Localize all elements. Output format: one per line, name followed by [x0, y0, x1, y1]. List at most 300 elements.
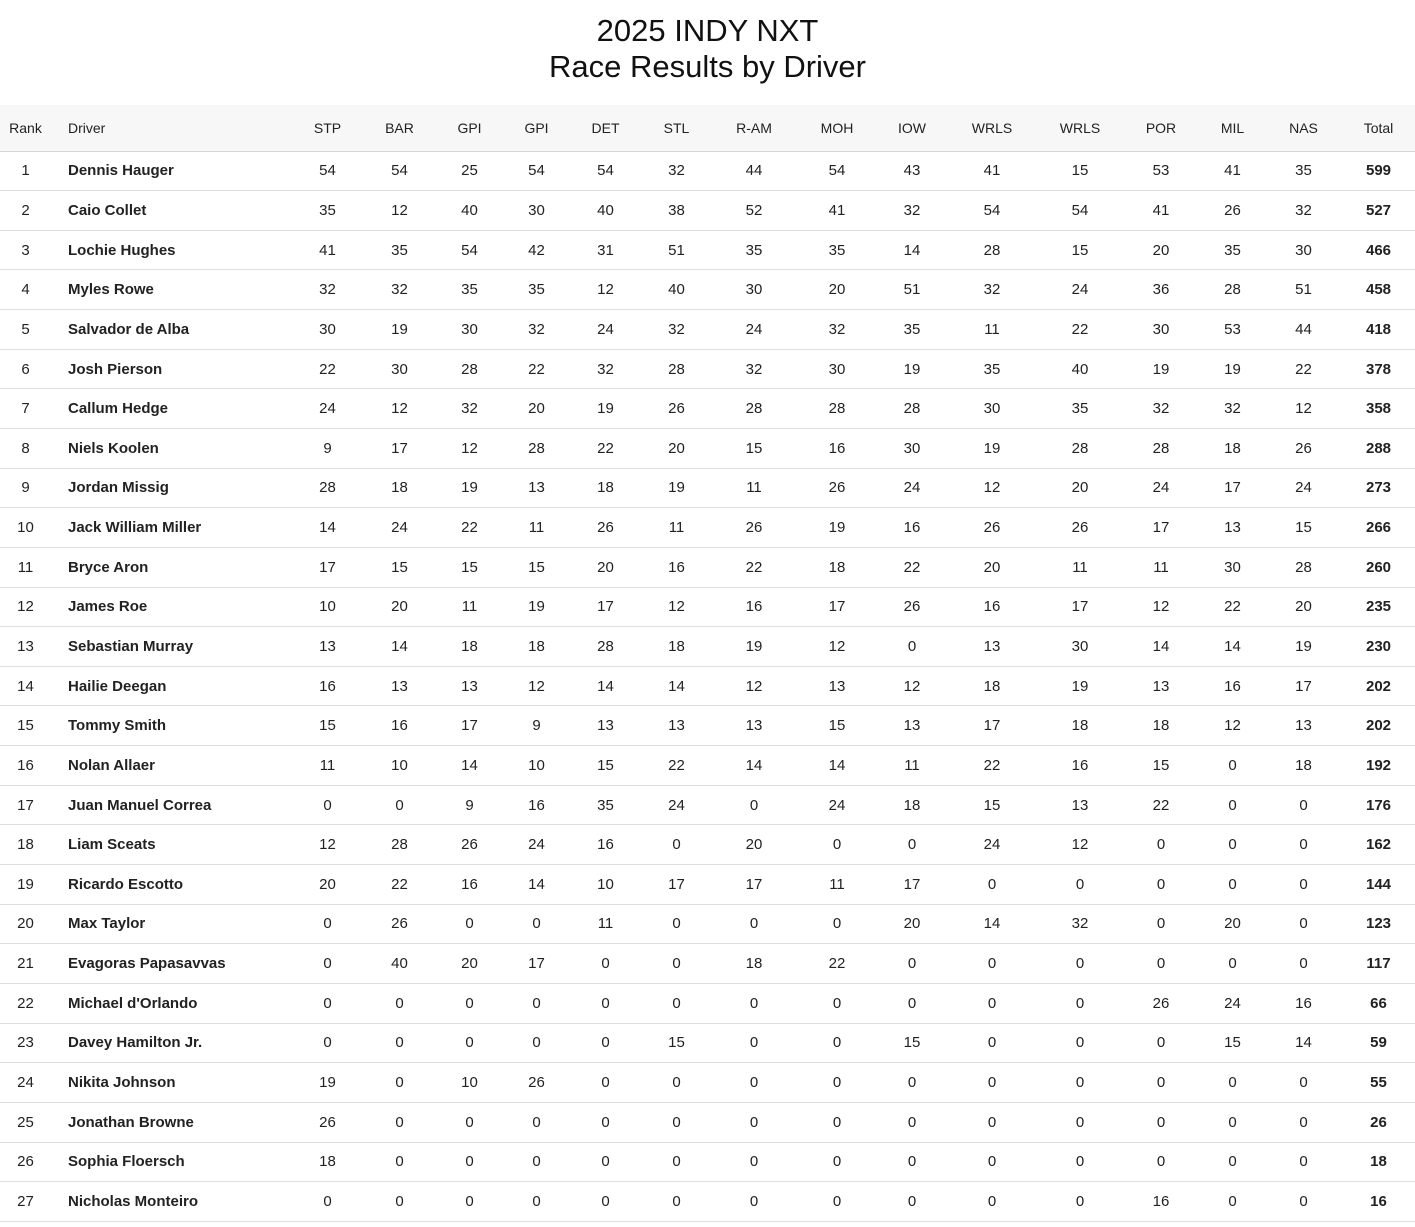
- race-points-cell: 12: [712, 666, 796, 706]
- table-row: [0, 746, 1415, 786]
- race-points-cell: 0: [878, 1142, 946, 1182]
- race-points-cell: 35: [878, 310, 946, 350]
- race-points-cell: 13: [292, 627, 363, 667]
- table-row: [0, 627, 1415, 667]
- race-points-cell: 54: [570, 151, 641, 191]
- race-points-cell: 26: [1122, 983, 1200, 1023]
- race-points-cell: 54: [1038, 191, 1122, 231]
- race-points-cell: 13: [1038, 785, 1122, 825]
- driver-name-cell: Nolan Allaer: [51, 746, 292, 786]
- total-points-cell: 230: [1342, 627, 1415, 667]
- total-points-cell: 55: [1342, 1063, 1415, 1103]
- race-points-cell: 0: [1265, 825, 1342, 865]
- race-points-cell: 35: [1265, 151, 1342, 191]
- column-header: Rank: [0, 105, 51, 151]
- race-points-cell: 0: [1038, 1063, 1122, 1103]
- race-points-cell: 24: [1038, 270, 1122, 310]
- race-points-cell: 12: [503, 666, 570, 706]
- race-points-cell: 17: [503, 944, 570, 984]
- race-points-cell: 32: [878, 191, 946, 231]
- race-points-cell: 0: [1265, 944, 1342, 984]
- race-points-cell: 12: [946, 468, 1038, 508]
- rank-cell: 4: [0, 270, 51, 310]
- race-points-cell: 15: [878, 1023, 946, 1063]
- driver-name-cell: Niels Koolen: [51, 428, 292, 468]
- race-points-cell: 0: [1265, 865, 1342, 905]
- race-points-cell: 15: [1038, 230, 1122, 270]
- race-points-cell: 32: [1122, 389, 1200, 429]
- race-points-cell: 0: [1038, 865, 1122, 905]
- rank-cell: 21: [0, 944, 51, 984]
- total-points-cell: 599: [1342, 151, 1415, 191]
- race-points-cell: 28: [946, 230, 1038, 270]
- driver-name-cell: Nicholas Monteiro: [51, 1182, 292, 1222]
- race-points-cell: 0: [570, 983, 641, 1023]
- race-points-cell: 20: [436, 944, 503, 984]
- race-points-cell: 15: [1265, 508, 1342, 548]
- race-points-cell: 30: [878, 428, 946, 468]
- race-points-cell: 0: [1038, 1023, 1122, 1063]
- race-points-cell: 17: [1038, 587, 1122, 627]
- race-points-cell: 35: [570, 785, 641, 825]
- race-points-cell: 14: [570, 666, 641, 706]
- total-points-cell: 527: [1342, 191, 1415, 231]
- race-points-cell: 44: [712, 151, 796, 191]
- race-points-cell: 16: [946, 587, 1038, 627]
- race-points-cell: 35: [1200, 230, 1265, 270]
- race-points-cell: 22: [292, 349, 363, 389]
- total-points-cell: 202: [1342, 666, 1415, 706]
- race-points-cell: 0: [1122, 1142, 1200, 1182]
- race-points-cell: 19: [503, 587, 570, 627]
- race-points-cell: 32: [1265, 191, 1342, 231]
- race-points-cell: 26: [1265, 428, 1342, 468]
- race-points-cell: 0: [1122, 904, 1200, 944]
- race-points-cell: 20: [503, 389, 570, 429]
- race-points-cell: 19: [878, 349, 946, 389]
- race-points-cell: 24: [292, 389, 363, 429]
- race-points-cell: 18: [1265, 746, 1342, 786]
- race-points-cell: 0: [796, 1063, 878, 1103]
- race-points-cell: 16: [292, 666, 363, 706]
- race-points-cell: 0: [796, 1142, 878, 1182]
- table-row: [0, 1023, 1415, 1063]
- race-points-cell: 20: [641, 428, 712, 468]
- race-points-cell: 0: [712, 1023, 796, 1063]
- race-points-cell: 28: [641, 349, 712, 389]
- race-points-cell: 9: [503, 706, 570, 746]
- race-points-cell: 18: [570, 468, 641, 508]
- race-points-cell: 11: [292, 746, 363, 786]
- table-row: [0, 230, 1415, 270]
- column-header: WRLS: [1038, 105, 1122, 151]
- results-table: [0, 105, 1415, 1222]
- race-points-cell: 20: [1200, 904, 1265, 944]
- race-points-cell: 12: [436, 428, 503, 468]
- race-points-cell: 53: [1122, 151, 1200, 191]
- race-points-cell: 0: [712, 1182, 796, 1222]
- race-points-cell: 0: [1200, 746, 1265, 786]
- race-points-cell: 19: [1122, 349, 1200, 389]
- total-points-cell: 418: [1342, 310, 1415, 350]
- race-points-cell: 0: [1038, 1102, 1122, 1142]
- race-points-cell: 0: [641, 1102, 712, 1142]
- race-points-cell: 0: [1122, 1102, 1200, 1142]
- total-points-cell: 18: [1342, 1142, 1415, 1182]
- driver-name-cell: Sebastian Murray: [51, 627, 292, 667]
- race-points-cell: 0: [1200, 1182, 1265, 1222]
- race-points-cell: 32: [436, 389, 503, 429]
- race-points-cell: 22: [570, 428, 641, 468]
- race-points-cell: 0: [436, 983, 503, 1023]
- race-points-cell: 20: [570, 547, 641, 587]
- race-points-cell: 19: [946, 428, 1038, 468]
- race-points-cell: 32: [292, 270, 363, 310]
- race-points-cell: 0: [878, 825, 946, 865]
- driver-name-cell: Callum Hedge: [51, 389, 292, 429]
- race-points-cell: 35: [363, 230, 436, 270]
- driver-name-cell: Dennis Hauger: [51, 151, 292, 191]
- race-points-cell: 26: [796, 468, 878, 508]
- race-points-cell: 30: [1265, 230, 1342, 270]
- race-points-cell: 0: [363, 785, 436, 825]
- race-points-cell: 14: [1122, 627, 1200, 667]
- race-points-cell: 26: [712, 508, 796, 548]
- race-points-cell: 15: [570, 746, 641, 786]
- table-row: [0, 508, 1415, 548]
- driver-name-cell: Tommy Smith: [51, 706, 292, 746]
- race-points-cell: 11: [878, 746, 946, 786]
- race-points-cell: 32: [570, 349, 641, 389]
- race-points-cell: 0: [436, 904, 503, 944]
- race-points-cell: 22: [641, 746, 712, 786]
- race-points-cell: 0: [1265, 785, 1342, 825]
- race-points-cell: 0: [712, 785, 796, 825]
- race-points-cell: 10: [363, 746, 436, 786]
- race-points-cell: 26: [641, 389, 712, 429]
- race-points-cell: 13: [570, 706, 641, 746]
- race-points-cell: 22: [946, 746, 1038, 786]
- race-points-cell: 20: [796, 270, 878, 310]
- driver-name-cell: Michael d'Orlando: [51, 983, 292, 1023]
- race-points-cell: 18: [292, 1142, 363, 1182]
- race-points-cell: 16: [436, 865, 503, 905]
- race-points-cell: 0: [796, 1102, 878, 1142]
- table-row: [0, 983, 1415, 1023]
- race-points-cell: 30: [292, 310, 363, 350]
- race-points-cell: 0: [570, 1023, 641, 1063]
- total-points-cell: 144: [1342, 865, 1415, 905]
- race-points-cell: 0: [292, 904, 363, 944]
- race-points-cell: 0: [946, 944, 1038, 984]
- race-points-cell: 12: [878, 666, 946, 706]
- rank-cell: 11: [0, 547, 51, 587]
- chart-title: 2025 INDY NXT: [596, 13, 819, 48]
- race-points-cell: 26: [503, 1063, 570, 1103]
- race-points-cell: 14: [1200, 627, 1265, 667]
- race-points-cell: 0: [946, 1063, 1038, 1103]
- table-row: [0, 428, 1415, 468]
- race-points-cell: 0: [570, 1102, 641, 1142]
- race-points-cell: 0: [796, 1182, 878, 1222]
- race-points-cell: 0: [292, 944, 363, 984]
- race-points-cell: 28: [1265, 547, 1342, 587]
- race-points-cell: 11: [641, 508, 712, 548]
- race-points-cell: 0: [946, 865, 1038, 905]
- race-points-cell: 32: [1038, 904, 1122, 944]
- total-points-cell: 176: [1342, 785, 1415, 825]
- race-points-cell: 19: [1200, 349, 1265, 389]
- rank-cell: 18: [0, 825, 51, 865]
- race-points-cell: 10: [292, 587, 363, 627]
- race-points-cell: 0: [946, 1142, 1038, 1182]
- race-points-cell: 19: [292, 1063, 363, 1103]
- driver-name-cell: Lochie Hughes: [51, 230, 292, 270]
- race-points-cell: 24: [363, 508, 436, 548]
- race-points-cell: 30: [363, 349, 436, 389]
- race-points-cell: 54: [436, 230, 503, 270]
- race-points-cell: 40: [570, 191, 641, 231]
- race-points-cell: 36: [1122, 270, 1200, 310]
- race-points-cell: 0: [1200, 1102, 1265, 1142]
- race-points-cell: 0: [1200, 785, 1265, 825]
- race-points-cell: 17: [1122, 508, 1200, 548]
- race-points-cell: 0: [503, 1023, 570, 1063]
- race-points-cell: 32: [712, 349, 796, 389]
- race-points-cell: 11: [1122, 547, 1200, 587]
- table-row: [0, 825, 1415, 865]
- race-points-cell: 0: [712, 904, 796, 944]
- race-points-cell: 38: [641, 191, 712, 231]
- race-points-cell: 13: [436, 666, 503, 706]
- race-points-cell: 12: [292, 825, 363, 865]
- race-points-cell: 18: [1200, 428, 1265, 468]
- race-points-cell: 16: [1265, 983, 1342, 1023]
- race-points-cell: 17: [1200, 468, 1265, 508]
- race-points-cell: 0: [641, 983, 712, 1023]
- race-points-cell: 16: [363, 706, 436, 746]
- column-header: POR: [1122, 105, 1200, 151]
- race-points-cell: 13: [1200, 508, 1265, 548]
- rank-cell: 10: [0, 508, 51, 548]
- rank-cell: 12: [0, 587, 51, 627]
- table-row: [0, 706, 1415, 746]
- race-points-cell: 0: [641, 1182, 712, 1222]
- race-points-cell: 35: [436, 270, 503, 310]
- table-row: [0, 1102, 1415, 1142]
- race-points-cell: 0: [1038, 944, 1122, 984]
- race-points-cell: 54: [292, 151, 363, 191]
- race-points-cell: 30: [712, 270, 796, 310]
- race-points-cell: 0: [570, 1063, 641, 1103]
- race-points-cell: 0: [1200, 825, 1265, 865]
- table-body: [0, 151, 1415, 1221]
- race-points-cell: 15: [712, 428, 796, 468]
- chart-subtitle: Race Results by Driver: [549, 49, 866, 84]
- race-points-cell: 0: [946, 1182, 1038, 1222]
- race-points-cell: 18: [712, 944, 796, 984]
- race-points-cell: 35: [712, 230, 796, 270]
- race-points-cell: 14: [436, 746, 503, 786]
- driver-name-cell: Josh Pierson: [51, 349, 292, 389]
- race-points-cell: 44: [1265, 310, 1342, 350]
- race-points-cell: 26: [946, 508, 1038, 548]
- race-points-cell: 0: [363, 1063, 436, 1103]
- column-header: STP: [292, 105, 363, 151]
- table-row: [0, 547, 1415, 587]
- race-points-cell: 20: [1038, 468, 1122, 508]
- race-points-cell: 24: [878, 468, 946, 508]
- total-points-cell: 273: [1342, 468, 1415, 508]
- race-points-cell: 13: [503, 468, 570, 508]
- race-points-cell: 51: [641, 230, 712, 270]
- table-row: [0, 904, 1415, 944]
- race-points-cell: 0: [796, 983, 878, 1023]
- race-points-cell: 0: [570, 1142, 641, 1182]
- race-points-cell: 15: [1122, 746, 1200, 786]
- race-points-cell: 20: [712, 825, 796, 865]
- race-points-cell: 19: [1265, 627, 1342, 667]
- race-points-cell: 51: [878, 270, 946, 310]
- race-points-cell: 12: [641, 587, 712, 627]
- race-points-cell: 11: [946, 310, 1038, 350]
- race-points-cell: 18: [796, 547, 878, 587]
- race-points-cell: 15: [363, 547, 436, 587]
- race-points-cell: 35: [292, 191, 363, 231]
- race-points-cell: 18: [363, 468, 436, 508]
- total-points-cell: 26: [1342, 1102, 1415, 1142]
- rank-cell: 26: [0, 1142, 51, 1182]
- race-points-cell: 12: [1265, 389, 1342, 429]
- driver-name-cell: Juan Manuel Correa: [51, 785, 292, 825]
- race-points-cell: 0: [1265, 1182, 1342, 1222]
- race-points-cell: 24: [1265, 468, 1342, 508]
- rank-cell: 2: [0, 191, 51, 231]
- race-points-cell: 15: [436, 547, 503, 587]
- race-points-cell: 54: [363, 151, 436, 191]
- race-points-cell: 41: [796, 191, 878, 231]
- race-points-cell: 14: [363, 627, 436, 667]
- race-points-cell: 15: [796, 706, 878, 746]
- table-row: [0, 191, 1415, 231]
- race-points-cell: 53: [1200, 310, 1265, 350]
- race-points-cell: 0: [1122, 1023, 1200, 1063]
- total-points-cell: 59: [1342, 1023, 1415, 1063]
- race-points-cell: 0: [503, 1142, 570, 1182]
- race-points-cell: 54: [503, 151, 570, 191]
- race-points-cell: 12: [570, 270, 641, 310]
- race-points-cell: 19: [363, 310, 436, 350]
- race-points-cell: 10: [570, 865, 641, 905]
- rank-cell: 24: [0, 1063, 51, 1103]
- race-points-cell: 14: [503, 865, 570, 905]
- race-points-cell: 0: [946, 983, 1038, 1023]
- race-points-cell: 43: [878, 151, 946, 191]
- race-points-cell: 15: [946, 785, 1038, 825]
- race-points-cell: 11: [796, 865, 878, 905]
- race-points-cell: 0: [796, 825, 878, 865]
- total-points-cell: 66: [1342, 983, 1415, 1023]
- race-points-cell: 15: [503, 547, 570, 587]
- race-points-cell: 19: [570, 389, 641, 429]
- race-points-cell: 0: [292, 983, 363, 1023]
- rank-cell: 19: [0, 865, 51, 905]
- race-points-cell: 35: [796, 230, 878, 270]
- race-points-cell: 42: [503, 230, 570, 270]
- race-points-cell: 17: [641, 865, 712, 905]
- race-points-cell: 22: [712, 547, 796, 587]
- race-points-cell: 40: [363, 944, 436, 984]
- column-header: R-AM: [712, 105, 796, 151]
- race-points-cell: 0: [363, 1102, 436, 1142]
- rank-cell: 20: [0, 904, 51, 944]
- race-points-cell: 28: [570, 627, 641, 667]
- race-points-cell: 22: [1200, 587, 1265, 627]
- race-points-cell: 41: [1122, 191, 1200, 231]
- race-points-cell: 12: [1200, 706, 1265, 746]
- race-points-cell: 0: [796, 904, 878, 944]
- race-points-cell: 19: [712, 627, 796, 667]
- race-points-cell: 26: [570, 508, 641, 548]
- race-points-cell: 40: [1038, 349, 1122, 389]
- race-points-cell: 11: [712, 468, 796, 508]
- race-points-cell: 32: [796, 310, 878, 350]
- table-row: [0, 1142, 1415, 1182]
- table-row: [0, 1182, 1415, 1222]
- race-points-cell: 32: [946, 270, 1038, 310]
- race-points-cell: 0: [1265, 1142, 1342, 1182]
- race-points-cell: 24: [1122, 468, 1200, 508]
- race-points-cell: 0: [878, 1182, 946, 1222]
- race-points-cell: 51: [1265, 270, 1342, 310]
- race-points-cell: 28: [292, 468, 363, 508]
- race-points-cell: 19: [641, 468, 712, 508]
- race-points-cell: 11: [570, 904, 641, 944]
- race-points-cell: 22: [796, 944, 878, 984]
- race-points-cell: 0: [796, 1023, 878, 1063]
- race-points-cell: 0: [292, 1182, 363, 1222]
- race-points-cell: 0: [1038, 1142, 1122, 1182]
- race-points-cell: 22: [1038, 310, 1122, 350]
- driver-name-cell: Jordan Missig: [51, 468, 292, 508]
- race-points-cell: 17: [712, 865, 796, 905]
- race-points-cell: 18: [1038, 706, 1122, 746]
- rank-cell: 25: [0, 1102, 51, 1142]
- race-points-cell: 52: [712, 191, 796, 231]
- race-points-cell: 26: [1038, 508, 1122, 548]
- rank-cell: 8: [0, 428, 51, 468]
- total-points-cell: 466: [1342, 230, 1415, 270]
- race-points-cell: 22: [363, 865, 436, 905]
- race-points-cell: 0: [878, 627, 946, 667]
- race-points-cell: 12: [363, 389, 436, 429]
- race-points-cell: 19: [1038, 666, 1122, 706]
- race-points-cell: 13: [1122, 666, 1200, 706]
- table-row: [0, 151, 1415, 191]
- race-points-cell: 18: [946, 666, 1038, 706]
- race-points-cell: 24: [796, 785, 878, 825]
- total-points-cell: 378: [1342, 349, 1415, 389]
- race-points-cell: 13: [878, 706, 946, 746]
- race-points-cell: 0: [878, 1063, 946, 1103]
- race-points-cell: 0: [1265, 1102, 1342, 1142]
- driver-name-cell: Liam Sceats: [51, 825, 292, 865]
- race-points-cell: 18: [1122, 706, 1200, 746]
- race-points-cell: 14: [796, 746, 878, 786]
- rank-cell: 13: [0, 627, 51, 667]
- race-points-cell: 17: [436, 706, 503, 746]
- total-points-cell: 16: [1342, 1182, 1415, 1222]
